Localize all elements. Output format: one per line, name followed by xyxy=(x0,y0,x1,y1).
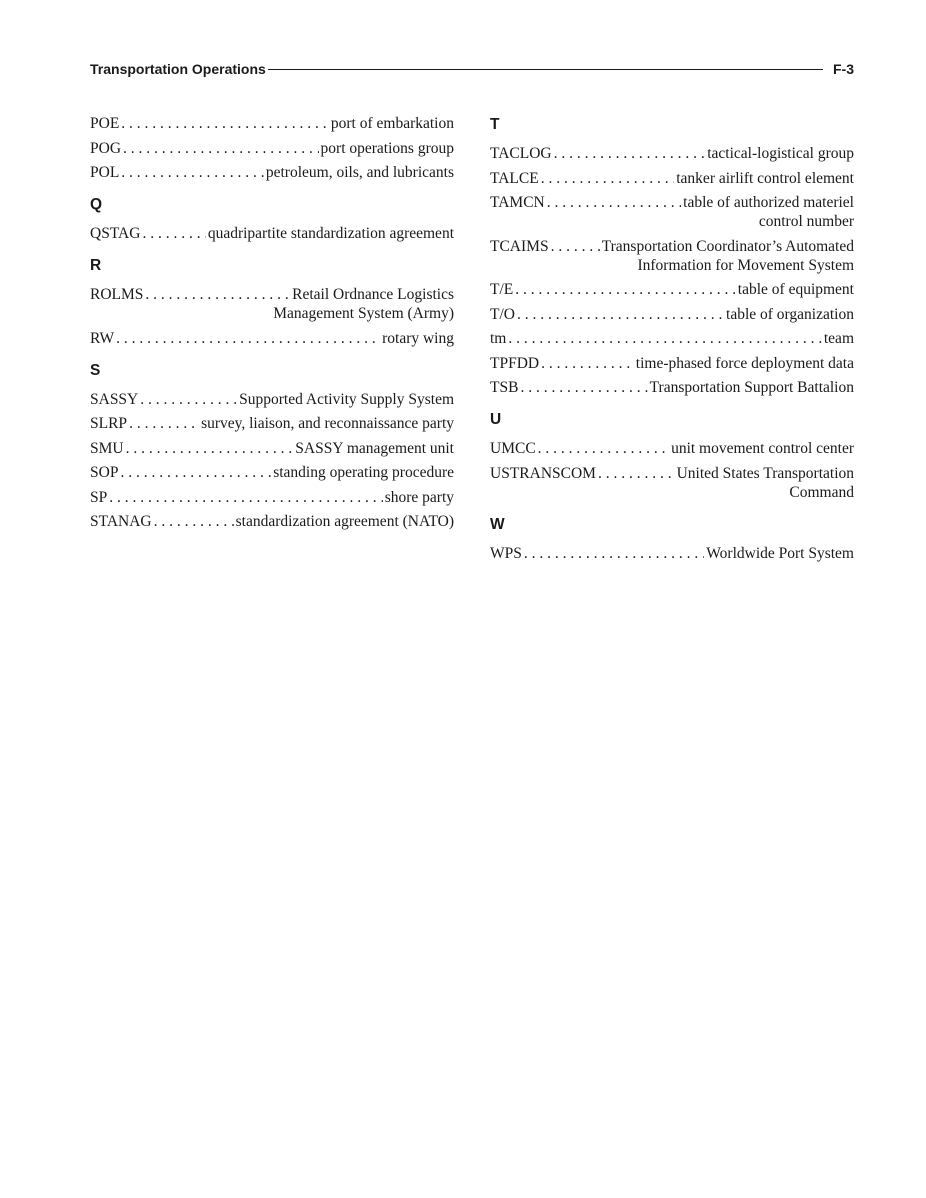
entry-definition: standing operating procedure xyxy=(273,464,454,481)
entry-line xyxy=(490,237,854,256)
entry-line xyxy=(490,169,854,188)
dot-leader xyxy=(547,193,681,212)
running-header xyxy=(90,59,854,79)
glossary-entry xyxy=(490,305,854,324)
glossary-entry xyxy=(490,237,854,275)
entry-abbreviation: POE xyxy=(90,115,120,132)
entry-definition: United States Transportation xyxy=(676,464,854,482)
entry-line xyxy=(490,464,854,483)
glossary-entry xyxy=(90,139,454,158)
glossary-entry xyxy=(490,193,854,231)
entry-abbreviation: SASSY xyxy=(90,390,139,408)
dot-leader xyxy=(145,285,290,304)
entry-line xyxy=(90,329,454,348)
entry-abbreviation: QSTAG xyxy=(90,225,141,242)
entry-definition: petroleum, oils, and lubricants xyxy=(265,164,454,181)
entry-definition: shore party xyxy=(384,488,454,506)
entry-line xyxy=(90,439,454,458)
glossary-entry xyxy=(490,144,854,163)
dot-leader xyxy=(121,114,329,133)
entry-definition: port of embarkation xyxy=(330,115,454,132)
glossary-entry xyxy=(90,512,454,531)
dot-leader xyxy=(538,439,669,458)
entry-abbreviation: POL xyxy=(90,164,120,181)
dot-leader xyxy=(551,237,600,256)
glossary-entry xyxy=(90,439,454,458)
entry-definition: Transportation Support Battalion xyxy=(649,379,854,396)
entry-line xyxy=(90,163,454,182)
entry-line xyxy=(490,439,854,458)
glossary-entry xyxy=(90,390,454,409)
entry-abbreviation: TALCE xyxy=(490,169,539,187)
entry-line xyxy=(490,544,854,563)
glossary-entry xyxy=(490,354,854,373)
dot-leader xyxy=(515,280,736,299)
header-rule xyxy=(268,69,823,70)
entry-abbreviation: TAMCN xyxy=(490,194,545,211)
entry-definition: table of equipment xyxy=(737,281,854,298)
entry-abbreviation: RW xyxy=(90,329,115,347)
glossary-entry xyxy=(90,329,454,348)
entry-definition: port operations group xyxy=(320,139,454,157)
entry-abbreviation: SOP xyxy=(90,464,119,481)
entry-abbreviation: TPFDD xyxy=(490,354,540,372)
entry-abbreviation: T/E xyxy=(490,281,514,298)
dot-leader xyxy=(524,544,704,563)
entry-abbreviation: USTRANSCOM xyxy=(490,464,596,482)
glossary-entry xyxy=(490,169,854,188)
glossary-entry xyxy=(90,163,454,182)
entry-definition: team xyxy=(823,330,854,347)
glossary-entry xyxy=(490,378,854,397)
dot-leader xyxy=(109,488,382,507)
entry-abbreviation: POG xyxy=(90,139,122,157)
glossary-entry xyxy=(90,224,454,243)
entry-definition: Supported Activity Supply System xyxy=(239,390,454,408)
dot-leader xyxy=(121,163,264,182)
entry-line xyxy=(90,224,454,243)
entry-line xyxy=(490,193,854,212)
entry-abbreviation: SP xyxy=(90,488,108,506)
dot-leader xyxy=(126,439,294,458)
entry-definition: quadripartite standardization agreement xyxy=(207,225,454,242)
dot-leader xyxy=(541,169,675,188)
entry-abbreviation: TACLOG xyxy=(490,145,552,162)
entry-line xyxy=(90,414,454,433)
entry-definition-continued: Command xyxy=(789,483,854,501)
entry-definition-continued: Management System (Army) xyxy=(273,305,454,322)
dot-leader xyxy=(520,378,647,397)
entry-line xyxy=(90,463,454,482)
entry-definition-continued: Information for Movement System xyxy=(637,256,854,274)
header-title: Transportation Operations xyxy=(90,61,266,77)
entry-abbreviation: ROLMS xyxy=(90,286,144,303)
entry-line xyxy=(90,512,454,531)
dot-leader xyxy=(154,512,234,531)
entry-definition: tanker airlift control element xyxy=(676,169,854,187)
entry-abbreviation: SMU xyxy=(90,439,124,457)
entry-line xyxy=(490,144,854,163)
glossary-entry xyxy=(90,463,454,482)
glossary-entry xyxy=(90,414,454,433)
entry-abbreviation: TCAIMS xyxy=(490,237,549,255)
entry-line xyxy=(490,329,854,348)
entry-abbreviation: SLRP xyxy=(90,415,128,432)
dot-leader xyxy=(116,329,380,348)
entry-definition: rotary wing xyxy=(382,329,454,347)
dot-leader xyxy=(120,463,271,482)
entry-abbreviation: UMCC xyxy=(490,440,536,457)
glossary-entry xyxy=(90,114,454,133)
section-letter: R xyxy=(90,257,102,274)
left-column xyxy=(90,114,454,537)
dot-leader xyxy=(541,354,634,373)
entry-definition: Worldwide Port System xyxy=(706,544,854,562)
entry-definition: SASSY management unit xyxy=(295,439,454,457)
dot-leader xyxy=(508,329,822,348)
dot-leader xyxy=(123,139,319,158)
entry-definition: unit movement control center xyxy=(671,440,854,457)
entry-definition: tactical-logistical group xyxy=(707,145,854,162)
entry-abbreviation: TSB xyxy=(490,379,519,396)
glossary-entry xyxy=(490,464,854,502)
entry-abbreviation: tm xyxy=(490,330,507,347)
entry-line xyxy=(90,285,454,304)
entry-definition: time-phased force deployment data xyxy=(635,354,854,372)
entry-line xyxy=(90,390,454,409)
glossary-entry xyxy=(490,280,854,299)
entry-abbreviation: WPS xyxy=(490,544,522,562)
entry-line xyxy=(490,280,854,299)
entry-line xyxy=(90,114,454,133)
section-letter: U xyxy=(490,411,502,428)
entry-line xyxy=(90,139,454,158)
section-letter: W xyxy=(490,515,505,533)
entry-line xyxy=(490,305,854,324)
dot-leader xyxy=(140,390,237,409)
entry-abbreviation: T/O xyxy=(490,305,515,323)
dot-leader xyxy=(129,414,199,433)
dot-leader xyxy=(517,305,724,324)
glossary-entry xyxy=(490,439,854,458)
entry-abbreviation: STANAG xyxy=(90,513,152,530)
section-letter: Q xyxy=(90,196,103,213)
glossary-entry xyxy=(490,544,854,563)
glossary-entry xyxy=(490,329,854,348)
dot-leader xyxy=(554,144,706,163)
entry-definition: table of organization xyxy=(726,305,854,323)
entry-line xyxy=(90,488,454,507)
entry-definition: standardization agreement (NATO) xyxy=(235,513,454,530)
entry-definition: survey, liaison, and reconnaissance party xyxy=(201,415,454,432)
entry-line xyxy=(490,378,854,397)
entry-line xyxy=(490,354,854,373)
glossary-entry xyxy=(90,285,454,323)
dot-leader xyxy=(598,464,675,483)
right-column xyxy=(490,114,854,568)
page-number: F-3 xyxy=(833,61,854,77)
entry-definition: Transportation Coordinator’s Automated xyxy=(601,237,854,255)
entry-definition-continued: control number xyxy=(758,213,854,230)
entry-definition: Retail Ordnance Logistics xyxy=(292,286,454,303)
dot-leader xyxy=(142,224,205,243)
section-letter: S xyxy=(90,361,101,379)
entry-definition: table of authorized materiel xyxy=(683,194,854,211)
glossary-entry xyxy=(90,488,454,507)
section-letter: T xyxy=(490,116,500,133)
